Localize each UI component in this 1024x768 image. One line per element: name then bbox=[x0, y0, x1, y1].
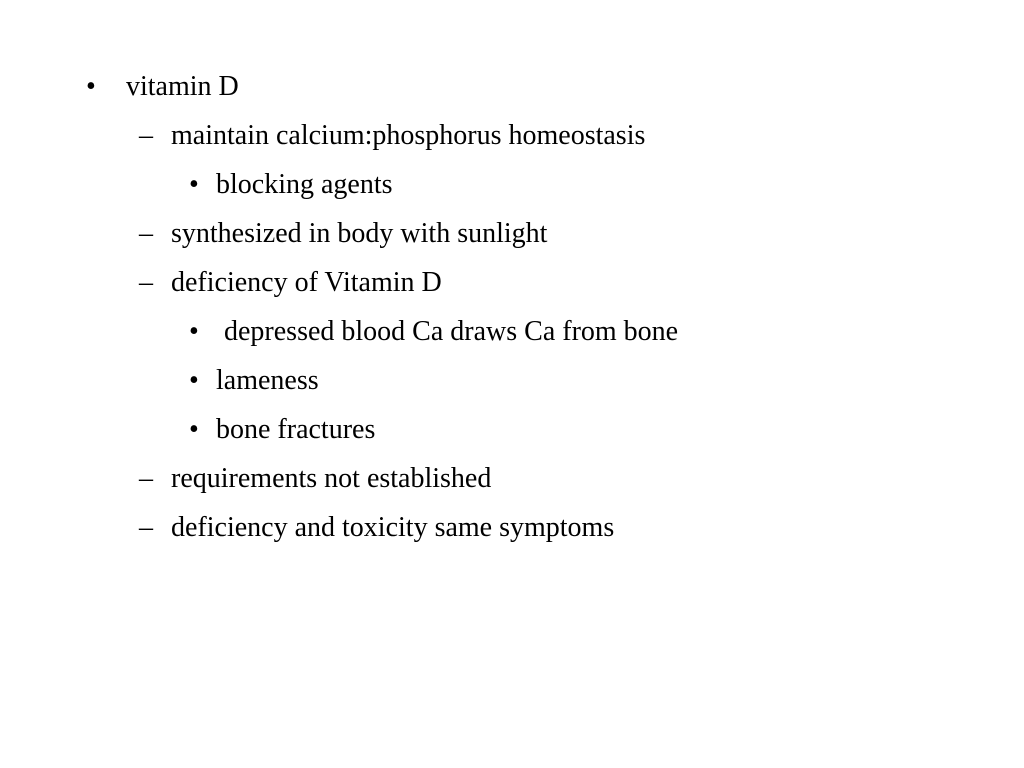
bullet-text: vitamin D bbox=[126, 71, 239, 102]
bullet-text: lameness bbox=[216, 365, 319, 396]
bullet-marker: • bbox=[189, 414, 199, 445]
bullet-text: maintain calcium:phosphorus homeostasis bbox=[171, 120, 646, 151]
dash-marker: – bbox=[139, 218, 153, 249]
bullet-marker: • bbox=[189, 316, 199, 347]
bullet-text: blocking agents bbox=[216, 169, 393, 200]
bullet-text: requirements not established bbox=[171, 463, 492, 494]
dash-marker: – bbox=[139, 120, 153, 151]
bullet-marker: • bbox=[189, 365, 199, 396]
dash-marker: – bbox=[139, 463, 153, 494]
bullet-text: deficiency of Vitamin D bbox=[171, 267, 442, 298]
bullet-marker: • bbox=[86, 71, 96, 102]
bullet-text: bone fractures bbox=[216, 414, 376, 445]
bullet-text: depressed blood Ca draws Ca from bone bbox=[224, 316, 679, 347]
bullet-text: deficiency and toxicity same symptoms bbox=[171, 512, 615, 543]
dash-marker: – bbox=[139, 267, 153, 298]
bullet-text: synthesized in body with sunlight bbox=[171, 218, 548, 249]
bullet-marker: • bbox=[189, 169, 199, 200]
dash-marker: – bbox=[139, 512, 153, 543]
